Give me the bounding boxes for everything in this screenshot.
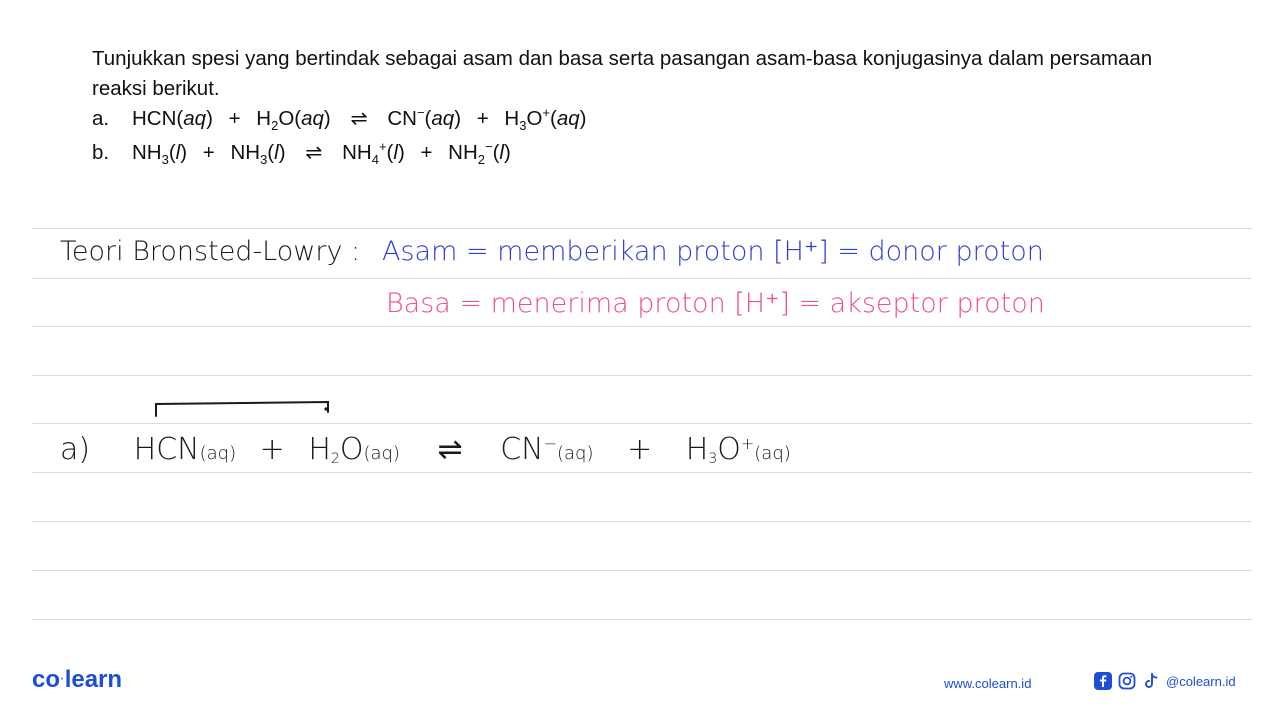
website-link[interactable]: www.colearn.id bbox=[944, 676, 1032, 691]
theory-label: Teori Bronsted-Lowry : bbox=[60, 236, 361, 267]
problem-statement bbox=[92, 44, 1202, 172]
equilibrium-arrow: ⇌ bbox=[437, 432, 463, 467]
equation-a-text: $HCN(aq) + H_2O(aq)$ ⇌ $CN^-(aq) + H_3O^+(aq)$ bbox=[132, 105, 587, 133]
ruled-line bbox=[32, 570, 1252, 571]
pairing-bracket bbox=[150, 396, 340, 422]
equilibrium-arrow: ⇌ bbox=[305, 141, 323, 164]
answer-a-label: a) bbox=[60, 432, 91, 467]
equation-b-text: $NH_3(l) + NH_3(l)$ ⇌ $NH_4^+(l) + NH_2^-(l)$ bbox=[132, 139, 511, 167]
equation-a bbox=[92, 104, 1202, 138]
ruled-line bbox=[32, 326, 1252, 327]
equation-b-label: b. bbox=[92, 141, 110, 164]
social-handle[interactable]: @colearn.id bbox=[1166, 673, 1236, 689]
h2o: $H_2O(aq)$ bbox=[308, 432, 400, 467]
h3o-plus: $H_3O^+(aq)$ bbox=[685, 432, 791, 467]
ruled-line bbox=[32, 228, 1252, 229]
cn-minus: CN−(aq) bbox=[500, 432, 594, 467]
ruled-line bbox=[32, 521, 1252, 522]
ruled-line bbox=[32, 619, 1252, 620]
equation-a-label: a. bbox=[92, 107, 110, 130]
answer-a: a) $HCN(aq) + H_2O(aq)$ ⇌ $CN^-(aq) + H_3O^+(aq)$ bbox=[60, 432, 791, 467]
ruled-line bbox=[32, 278, 1252, 279]
base-definition: Basa = menerima proton [H⁺] = akseptor proton bbox=[386, 288, 1045, 319]
facebook-icon[interactable] bbox=[1094, 672, 1112, 690]
acid-definition: Asam = memberikan proton [H⁺] = donor proton bbox=[382, 236, 1044, 267]
ruled-line bbox=[32, 375, 1252, 376]
problem-intro: Tunjukkan spesi yang bertindak sebagai asam dan basa serta pasangan asam-basa konjugasinya dalam persamaan reaksi berikut. bbox=[92, 47, 1153, 100]
hcn: HCN(aq) bbox=[133, 432, 237, 467]
instagram-icon[interactable] bbox=[1118, 672, 1136, 690]
colearn-logo: co·learn bbox=[32, 666, 123, 693]
equation-b bbox=[92, 138, 1202, 172]
social-links bbox=[1094, 672, 1236, 690]
tiktok-icon[interactable] bbox=[1142, 672, 1160, 690]
ruled-line bbox=[32, 472, 1252, 473]
ruled-line bbox=[32, 423, 1252, 424]
equilibrium-arrow: ⇌ bbox=[350, 107, 368, 130]
